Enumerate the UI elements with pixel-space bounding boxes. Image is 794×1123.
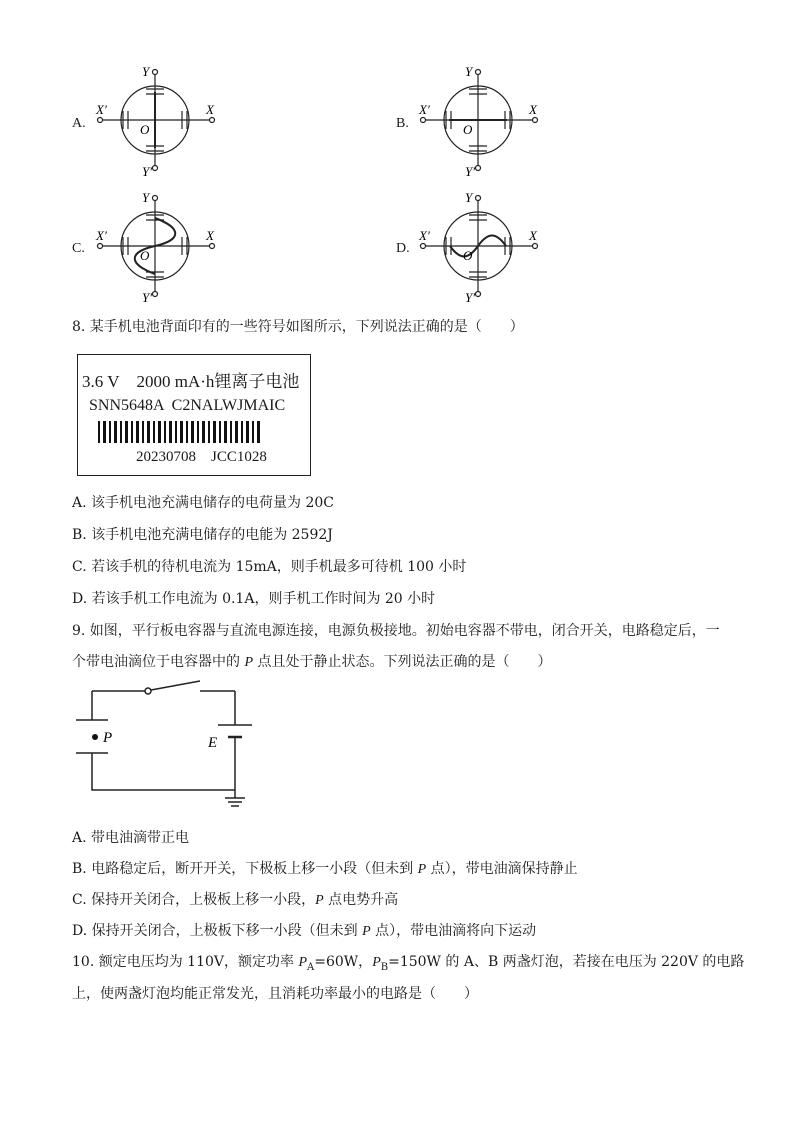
question-8-stem: 8. 某手机电池背面印有的一些符号如图所示，下列说法正确的是（ ）: [72, 319, 524, 335]
q9-option-c: C. 保持开关闭合，上极板上移一小段，P 点电势升高: [72, 892, 399, 908]
q8-option-c: C. 若该手机的待机电流为 15mA，则手机最多可待机 100 小时: [72, 559, 467, 575]
axis-label-x-prime: X′: [419, 102, 430, 117]
source-e-label: E: [208, 735, 218, 751]
axis-label-y-prime: Y′: [142, 290, 153, 305]
axis-label-y: Y: [142, 190, 150, 205]
axis-label-y-prime: Y′: [465, 164, 476, 179]
option-b-letter: B.: [396, 116, 409, 131]
oscilloscope-diagram-b: [413, 62, 543, 180]
axis-label-y-prime: Y′: [142, 164, 153, 179]
q8-option-a: A. 该手机电池充满电储存的电荷量为 20C: [72, 495, 334, 511]
axis-label-y-prime: Y′: [465, 290, 476, 305]
origin-label: O: [140, 122, 150, 137]
question-9-stem-line-2: 个带电油滴位于电容器中的 P 点且处于静止状态。下列说法正确的是（ ）: [72, 654, 552, 670]
q9-option-a: A. 带电油滴带正电: [72, 830, 190, 846]
oscilloscope-diagram-a: [90, 62, 220, 180]
axis-label-x-prime: X′: [96, 228, 107, 243]
option-a-letter: A.: [72, 116, 86, 131]
oscilloscope-diagram-d: [413, 188, 543, 306]
switch-blade: [151, 681, 200, 690]
axis-label-x: X: [206, 228, 214, 243]
option-d-letter: D.: [396, 241, 410, 256]
question-10-stem-line-1: 10. 额定电压均为 110V，额定功率 $P_A=60W$，$P_B=150W$ 的 A、B 两盏灯泡，若接在电压为 220V 的电路: [72, 954, 745, 973]
origin-label: O: [140, 248, 150, 263]
battery-line-3: [136, 449, 267, 466]
axis-label-y: Y: [142, 64, 150, 79]
question-9-stem-line-1: 9. 如图，平行板电容器与直流电源连接，电源负极接地。初始电容器不带电，闭合开关，电路稳定后，一: [72, 623, 720, 639]
axis-label-x-prime: X′: [96, 102, 107, 117]
capacitor-circuit-diagram: [68, 680, 258, 815]
point-p-label: P: [103, 730, 113, 746]
origin-label: O: [463, 122, 473, 137]
q8-option-d: D. 若该手机工作电流为 0.1A，则手机工作时间为 20 小时: [72, 591, 436, 607]
battery-capacity: 2000 mA·h锂离子电池: [136, 372, 300, 391]
barcode: [98, 421, 262, 443]
battery-line-1: [82, 367, 299, 392]
origin-label: O: [463, 248, 473, 263]
q8-option-b: B. 该手机电池充满电储存的电能为 2592J: [72, 527, 333, 543]
battery-label: [77, 354, 311, 476]
q9-option-d: D. 保持开关闭合，上极板下移一小段（但未到 P 点），带电油滴将向下运动: [72, 923, 537, 939]
axis-label-x: X: [206, 102, 214, 117]
axis-label-x: X: [529, 102, 537, 117]
axis-label-y: Y: [465, 190, 473, 205]
axis-label-x: X: [529, 228, 537, 243]
battery-voltage: 3.6 V: [82, 372, 120, 391]
battery-date: 20230708: [136, 449, 196, 465]
q9-option-b: B. 电路稳定后，断开开关，下极板上移一小段（但未到 P 点），带电油滴保持静止: [72, 861, 578, 877]
option-c-letter: C.: [72, 241, 85, 256]
axis-label-y: Y: [465, 64, 473, 79]
question-10-stem-line-2: 上，使两盏灯泡均能正常发光，且消耗功率最小的电路是（ ）: [72, 986, 478, 1002]
oscilloscope-diagram-c: [90, 188, 220, 306]
oil-drop-point: [92, 734, 98, 740]
axis-label-x-prime: X′: [419, 228, 430, 243]
battery-serial: SNN5648A C2NALWJMAIC: [89, 397, 286, 414]
battery-code: JCC1028: [211, 449, 267, 465]
